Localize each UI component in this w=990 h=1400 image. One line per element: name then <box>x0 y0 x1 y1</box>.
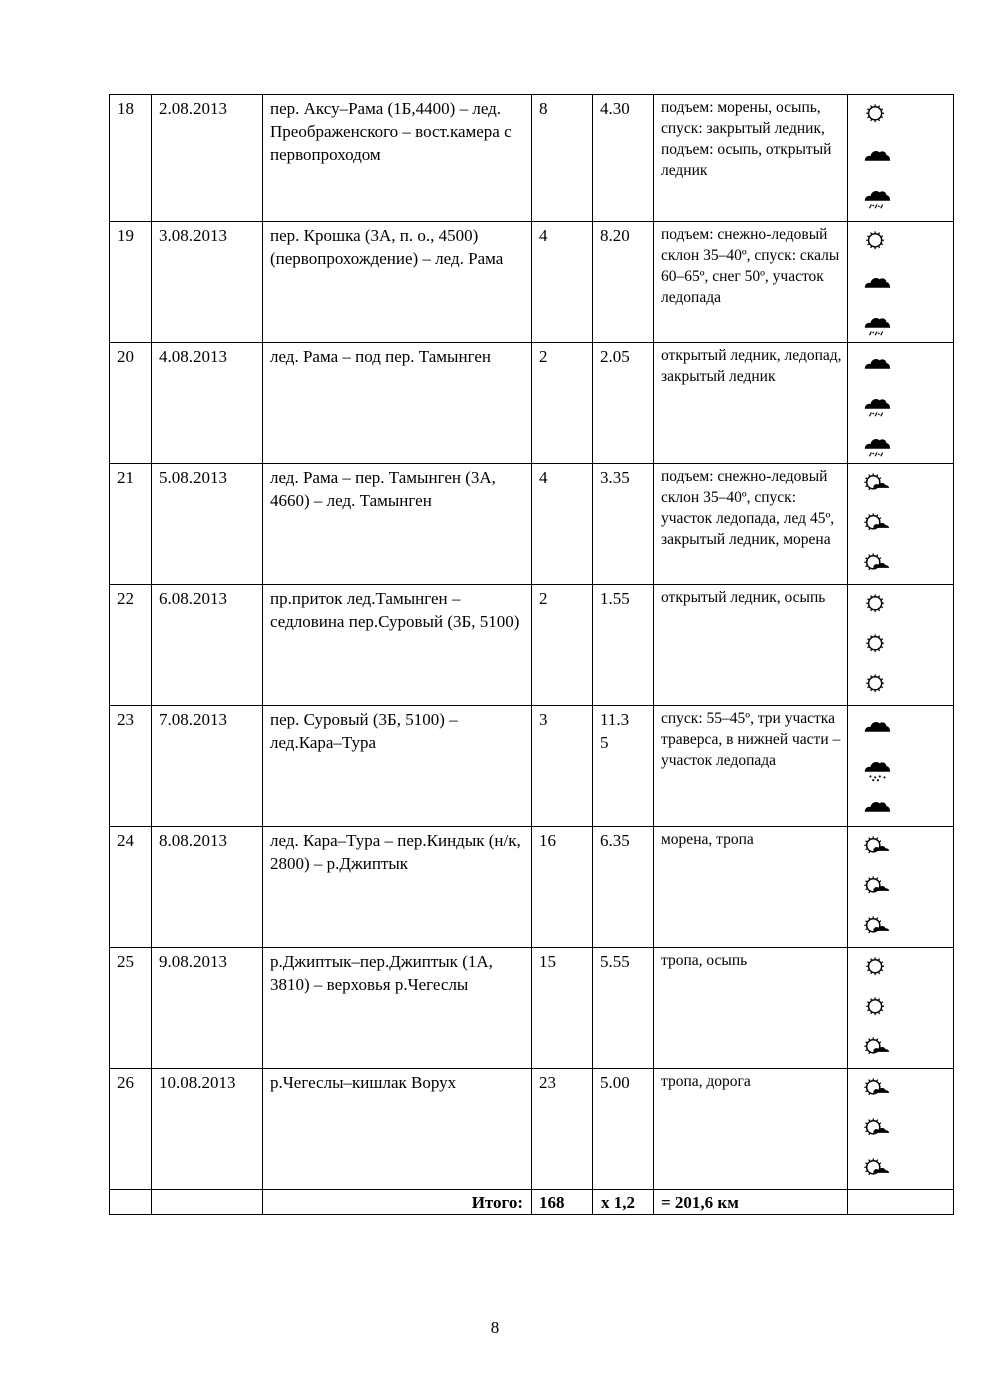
partly-cloudy-icon <box>862 548 892 584</box>
distance-km: 2 <box>532 343 593 464</box>
day-date: 2.08.2013 <box>152 95 263 222</box>
day-number: 22 <box>110 585 152 706</box>
day-date: 7.08.2013 <box>152 706 263 827</box>
partly-cloudy-icon <box>862 468 892 504</box>
distance-km: 16 <box>532 827 593 948</box>
weather-cell <box>848 706 954 827</box>
cloud-rain-icon <box>862 306 892 342</box>
travel-time: 11.3 5 <box>593 706 654 827</box>
total-result: = 201,6 км <box>654 1190 848 1215</box>
route-description: пер. Крошка (3А, п. о., 4500) (первопрохождение) – лед. Рама <box>263 222 532 343</box>
day-number: 21 <box>110 464 152 585</box>
table-row <box>110 343 954 464</box>
weather-cell <box>848 1069 954 1190</box>
distance-km: 23 <box>532 1069 593 1190</box>
distance-km: 8 <box>532 95 593 222</box>
travel-time: 3.35 <box>593 464 654 585</box>
total-row <box>110 1190 954 1215</box>
day-number: 20 <box>110 343 152 464</box>
day-number: 24 <box>110 827 152 948</box>
table-row <box>110 464 954 585</box>
partly-cloudy-icon <box>862 871 892 907</box>
terrain-notes: подъем: снежно-ледовый склон 35–40º, спуск: скалы 60–65º, снег 50º, участок ледопада <box>654 222 848 343</box>
terrain-notes: тропа, осыпь <box>654 948 848 1069</box>
day-number: 23 <box>110 706 152 827</box>
table-row <box>110 706 954 827</box>
travel-time: 1.55 <box>593 585 654 706</box>
total-factor: х 1,2 <box>593 1190 654 1215</box>
day-date: 9.08.2013 <box>152 948 263 1069</box>
weather-cell <box>848 827 954 948</box>
travel-time: 6.35 <box>593 827 654 948</box>
day-number: 19 <box>110 222 152 343</box>
partly-cloudy-icon <box>862 1113 892 1149</box>
weather-cell <box>848 948 954 1069</box>
terrain-notes: морена, тропа <box>654 827 848 948</box>
total-km: 168 <box>532 1190 593 1215</box>
distance-km: 15 <box>532 948 593 1069</box>
table-row <box>110 1069 954 1190</box>
distance-km: 4 <box>532 464 593 585</box>
cloud-icon <box>862 266 892 302</box>
terrain-notes: открытый ледник, ледопад, закрытый ледник <box>654 343 848 464</box>
travel-time: 5.55 <box>593 948 654 1069</box>
travel-time: 8.20 <box>593 222 654 343</box>
sun-icon <box>862 99 892 135</box>
sun-icon <box>862 589 892 625</box>
travel-time: 4.30 <box>593 95 654 222</box>
terrain-notes: спуск: 55–45º, три участка траверса, в нижней части – участок ледопада <box>654 706 848 827</box>
weather-cell <box>848 95 954 222</box>
partly-cloudy-icon <box>862 831 892 867</box>
day-date: 6.08.2013 <box>152 585 263 706</box>
weather-cell <box>848 464 954 585</box>
cloud-rain-icon <box>862 387 892 423</box>
travel-time: 5.00 <box>593 1069 654 1190</box>
empty-cell <box>152 1190 263 1215</box>
route-description: пр.приток лед.Тамынген –седловина пер.Суровый (3Б, 5100) <box>263 585 532 706</box>
weather-cell <box>848 343 954 464</box>
table-row <box>110 95 954 222</box>
day-number: 25 <box>110 948 152 1069</box>
cloud-icon <box>862 710 892 746</box>
travel-time: 2.05 <box>593 343 654 464</box>
weather-cell <box>848 222 954 343</box>
partly-cloudy-icon <box>862 508 892 544</box>
cloud-icon <box>862 790 892 826</box>
page-number: 8 <box>490 1318 500 1337</box>
total-label: Итого: <box>263 1190 532 1215</box>
empty-cell <box>848 1190 954 1215</box>
route-description: лед. Рама – пер. Тамынген (3А, 4660) – лед. Тамынген <box>263 464 532 585</box>
cloud-icon <box>862 139 892 175</box>
sun-icon <box>862 226 892 262</box>
route-description: пер. Аксу–Рама (1Б,4400) – лед. Преображенского – вост.камера с первопроходом <box>263 95 532 222</box>
day-number: 18 <box>110 95 152 222</box>
table-row <box>110 948 954 1069</box>
day-date: 10.08.2013 <box>152 1069 263 1190</box>
route-description: лед. Рама – под пер. Тамынген <box>263 343 532 464</box>
day-number: 26 <box>110 1069 152 1190</box>
distance-km: 2 <box>532 585 593 706</box>
distance-km: 3 <box>532 706 593 827</box>
route-description: лед. Кара–Тура – пер.Киндык (н/к, 2800) – р.Джиптык <box>263 827 532 948</box>
sun-icon <box>862 952 892 988</box>
distance-km: 4 <box>532 222 593 343</box>
partly-cloudy-icon <box>862 1032 892 1068</box>
weather-cell <box>848 585 954 706</box>
terrain-notes: открытый ледник, осыпь <box>654 585 848 706</box>
day-date: 3.08.2013 <box>152 222 263 343</box>
table-row <box>110 827 954 948</box>
partly-cloudy-icon <box>862 1153 892 1189</box>
table-row <box>110 222 954 343</box>
terrain-notes: тропа, дорога <box>654 1069 848 1190</box>
route-description: р.Чегеслы–кишлак Ворух <box>263 1069 532 1190</box>
cloud-icon <box>862 347 892 383</box>
route-description: пер. Суровый (3Б, 5100) –лед.Кара–Тура <box>263 706 532 827</box>
terrain-notes: подъем: морены, осыпь, спуск: закрытый ледник, подъем: осыпь, открытый ледник <box>654 95 848 222</box>
partly-cloudy-icon <box>862 911 892 947</box>
day-date: 5.08.2013 <box>152 464 263 585</box>
table-row <box>110 585 954 706</box>
cloud-rain-icon <box>862 427 892 463</box>
route-table <box>109 94 954 1215</box>
partly-cloudy-icon <box>862 1073 892 1109</box>
day-date: 4.08.2013 <box>152 343 263 464</box>
sun-icon <box>862 992 892 1028</box>
cloud-rain-icon <box>862 179 892 215</box>
sun-icon <box>862 669 892 705</box>
day-date: 8.08.2013 <box>152 827 263 948</box>
sun-icon <box>862 629 892 665</box>
route-description: р.Джиптык–пер.Джиптык (1А, 3810) – верховья р.Чегеслы <box>263 948 532 1069</box>
cloud-snow-icon <box>862 750 892 786</box>
terrain-notes: подъем: снежно-ледовый склон 35–40º, спуск: участок ледопада, лед 45º, закрытый ледник, морена <box>654 464 848 585</box>
empty-cell <box>110 1190 152 1215</box>
